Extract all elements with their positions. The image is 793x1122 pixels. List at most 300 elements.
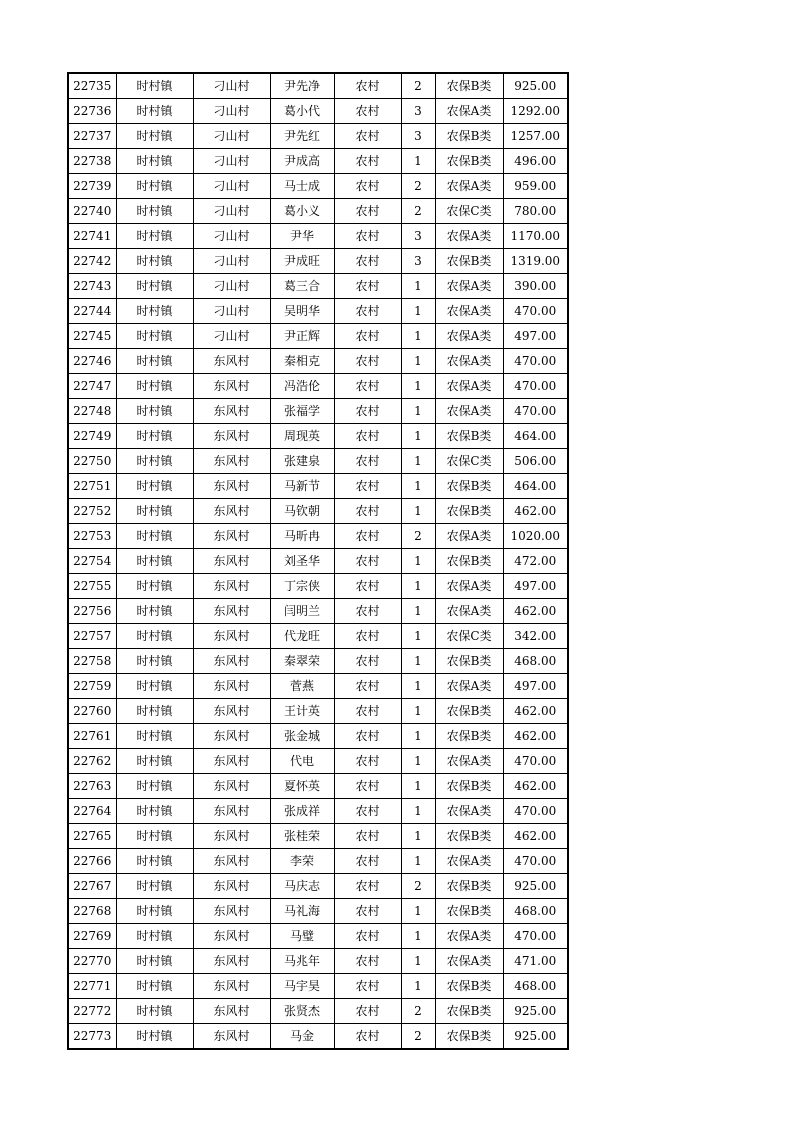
village-cell: 刁山村 — [193, 324, 270, 349]
amount-cell: 470.00 — [503, 849, 568, 874]
table-row — [68, 199, 568, 224]
household-type-cell: 农村 — [334, 499, 401, 524]
town-cell: 时村镇 — [116, 249, 193, 274]
member-count-cell: 3 — [401, 249, 435, 274]
serial-number-cell: 22757 — [68, 624, 116, 649]
name-cell: 张成祥 — [270, 799, 334, 824]
serial-number-cell: 22742 — [68, 249, 116, 274]
table-row — [68, 724, 568, 749]
town-cell: 时村镇 — [116, 324, 193, 349]
member-count-cell: 1 — [401, 924, 435, 949]
serial-number-cell: 22740 — [68, 199, 116, 224]
category-cell: 农保A类 — [435, 349, 503, 374]
amount-cell: 497.00 — [503, 574, 568, 599]
member-count-cell: 2 — [401, 174, 435, 199]
town-cell: 时村镇 — [116, 874, 193, 899]
table-row — [68, 949, 568, 974]
member-count-cell: 1 — [401, 824, 435, 849]
category-cell: 农保B类 — [435, 549, 503, 574]
town-cell: 时村镇 — [116, 624, 193, 649]
member-count-cell: 1 — [401, 674, 435, 699]
category-cell: 农保A类 — [435, 399, 503, 424]
member-count-cell: 1 — [401, 799, 435, 824]
member-count-cell: 2 — [401, 524, 435, 549]
village-cell: 东风村 — [193, 999, 270, 1024]
town-cell: 时村镇 — [116, 549, 193, 574]
village-cell: 刁山村 — [193, 299, 270, 324]
serial-number-cell: 22772 — [68, 999, 116, 1024]
member-count-cell: 1 — [401, 649, 435, 674]
member-count-cell: 1 — [401, 349, 435, 374]
name-cell: 王计英 — [270, 699, 334, 724]
village-cell: 东风村 — [193, 724, 270, 749]
serial-number-cell: 22760 — [68, 699, 116, 724]
category-cell: 农保A类 — [435, 799, 503, 824]
category-cell: 农保A类 — [435, 574, 503, 599]
table-row — [68, 624, 568, 649]
name-cell: 周现英 — [270, 424, 334, 449]
member-count-cell: 1 — [401, 424, 435, 449]
town-cell: 时村镇 — [116, 499, 193, 524]
serial-number-cell: 22745 — [68, 324, 116, 349]
town-cell: 时村镇 — [116, 574, 193, 599]
category-cell: 农保A类 — [435, 849, 503, 874]
name-cell: 葛小义 — [270, 199, 334, 224]
village-cell: 东风村 — [193, 399, 270, 424]
category-cell: 农保B类 — [435, 824, 503, 849]
table-row — [68, 874, 568, 899]
village-cell: 东风村 — [193, 699, 270, 724]
village-cell: 东风村 — [193, 499, 270, 524]
amount-cell: 470.00 — [503, 374, 568, 399]
household-type-cell: 农村 — [334, 999, 401, 1024]
serial-number-cell: 22739 — [68, 174, 116, 199]
name-cell: 张贤杰 — [270, 999, 334, 1024]
table-row — [68, 824, 568, 849]
name-cell: 冯浩伦 — [270, 374, 334, 399]
village-cell: 东风村 — [193, 674, 270, 699]
town-cell: 时村镇 — [116, 799, 193, 824]
serial-number-cell: 22741 — [68, 224, 116, 249]
household-type-cell: 农村 — [334, 599, 401, 624]
name-cell: 代龙旺 — [270, 624, 334, 649]
category-cell: 农保B类 — [435, 874, 503, 899]
household-type-cell: 农村 — [334, 449, 401, 474]
serial-number-cell: 22767 — [68, 874, 116, 899]
member-count-cell: 2 — [401, 874, 435, 899]
category-cell: 农保B类 — [435, 1024, 503, 1050]
amount-cell: 464.00 — [503, 474, 568, 499]
village-cell: 刁山村 — [193, 124, 270, 149]
amount-cell: 925.00 — [503, 874, 568, 899]
category-cell: 农保C类 — [435, 449, 503, 474]
amount-cell: 925.00 — [503, 999, 568, 1024]
serial-number-cell: 22735 — [68, 73, 116, 99]
town-cell: 时村镇 — [116, 224, 193, 249]
village-cell: 东风村 — [193, 474, 270, 499]
table-row — [68, 99, 568, 124]
household-type-cell: 农村 — [334, 874, 401, 899]
town-cell: 时村镇 — [116, 849, 193, 874]
amount-cell: 462.00 — [503, 724, 568, 749]
name-cell: 代电 — [270, 749, 334, 774]
household-type-cell: 农村 — [334, 124, 401, 149]
household-type-cell: 农村 — [334, 199, 401, 224]
name-cell: 尹成旺 — [270, 249, 334, 274]
table-row — [68, 924, 568, 949]
amount-cell: 506.00 — [503, 449, 568, 474]
serial-number-cell: 22756 — [68, 599, 116, 624]
name-cell: 马新节 — [270, 474, 334, 499]
name-cell: 马宇昊 — [270, 974, 334, 999]
amount-cell: 470.00 — [503, 299, 568, 324]
town-cell: 时村镇 — [116, 999, 193, 1024]
amount-cell: 462.00 — [503, 499, 568, 524]
village-cell: 东风村 — [193, 349, 270, 374]
household-type-cell: 农村 — [334, 249, 401, 274]
category-cell: 农保B类 — [435, 474, 503, 499]
village-cell: 刁山村 — [193, 274, 270, 299]
village-cell: 刁山村 — [193, 174, 270, 199]
name-cell: 尹先红 — [270, 124, 334, 149]
name-cell: 马钦朝 — [270, 499, 334, 524]
village-cell: 东风村 — [193, 624, 270, 649]
amount-cell: 470.00 — [503, 399, 568, 424]
amount-cell: 390.00 — [503, 274, 568, 299]
table-row — [68, 149, 568, 174]
town-cell: 时村镇 — [116, 974, 193, 999]
name-cell: 尹华 — [270, 224, 334, 249]
name-cell: 马璧 — [270, 924, 334, 949]
town-cell: 时村镇 — [116, 824, 193, 849]
town-cell: 时村镇 — [116, 924, 193, 949]
village-cell: 东风村 — [193, 899, 270, 924]
table-row — [68, 849, 568, 874]
serial-number-cell: 22770 — [68, 949, 116, 974]
table-row — [68, 324, 568, 349]
serial-number-cell: 22773 — [68, 1024, 116, 1050]
serial-number-cell: 22751 — [68, 474, 116, 499]
member-count-cell: 1 — [401, 574, 435, 599]
table-row — [68, 699, 568, 724]
category-cell: 农保B类 — [435, 249, 503, 274]
name-cell: 张金城 — [270, 724, 334, 749]
member-count-cell: 2 — [401, 73, 435, 99]
member-count-cell: 1 — [401, 474, 435, 499]
serial-number-cell: 22753 — [68, 524, 116, 549]
member-count-cell: 1 — [401, 599, 435, 624]
serial-number-cell: 22762 — [68, 749, 116, 774]
table-row — [68, 349, 568, 374]
data-table — [67, 72, 569, 1050]
household-type-cell: 农村 — [334, 649, 401, 674]
category-cell: 农保B类 — [435, 124, 503, 149]
member-count-cell: 1 — [401, 399, 435, 424]
table-row — [68, 599, 568, 624]
serial-number-cell: 22746 — [68, 349, 116, 374]
amount-cell: 468.00 — [503, 649, 568, 674]
table-row — [68, 174, 568, 199]
household-type-cell: 农村 — [334, 924, 401, 949]
table-row — [68, 899, 568, 924]
category-cell: 农保B类 — [435, 699, 503, 724]
member-count-cell: 1 — [401, 699, 435, 724]
table-row — [68, 499, 568, 524]
name-cell: 张建泉 — [270, 449, 334, 474]
table-row — [68, 374, 568, 399]
amount-cell: 470.00 — [503, 349, 568, 374]
village-cell: 东风村 — [193, 824, 270, 849]
member-count-cell: 1 — [401, 149, 435, 174]
table-row — [68, 774, 568, 799]
category-cell: 农保A类 — [435, 749, 503, 774]
household-type-cell: 农村 — [334, 849, 401, 874]
member-count-cell: 1 — [401, 549, 435, 574]
village-cell: 东风村 — [193, 1024, 270, 1050]
member-count-cell: 1 — [401, 899, 435, 924]
village-cell: 东风村 — [193, 774, 270, 799]
household-type-cell: 农村 — [334, 724, 401, 749]
town-cell: 时村镇 — [116, 174, 193, 199]
category-cell: 农保C类 — [435, 624, 503, 649]
town-cell: 时村镇 — [116, 149, 193, 174]
town-cell: 时村镇 — [116, 674, 193, 699]
town-cell: 时村镇 — [116, 99, 193, 124]
town-cell: 时村镇 — [116, 524, 193, 549]
village-cell: 东风村 — [193, 799, 270, 824]
member-count-cell: 2 — [401, 199, 435, 224]
household-type-cell: 农村 — [334, 624, 401, 649]
village-cell: 东风村 — [193, 449, 270, 474]
household-type-cell: 农村 — [334, 824, 401, 849]
village-cell: 东风村 — [193, 924, 270, 949]
household-type-cell: 农村 — [334, 399, 401, 424]
village-cell: 东风村 — [193, 424, 270, 449]
town-cell: 时村镇 — [116, 299, 193, 324]
town-cell: 时村镇 — [116, 124, 193, 149]
member-count-cell: 3 — [401, 224, 435, 249]
amount-cell: 468.00 — [503, 974, 568, 999]
amount-cell: 470.00 — [503, 799, 568, 824]
name-cell: 闫明兰 — [270, 599, 334, 624]
serial-number-cell: 22750 — [68, 449, 116, 474]
table-row — [68, 1024, 568, 1050]
household-type-cell: 农村 — [334, 299, 401, 324]
table-row — [68, 999, 568, 1024]
table-row — [68, 449, 568, 474]
amount-cell: 342.00 — [503, 624, 568, 649]
category-cell: 农保B类 — [435, 974, 503, 999]
category-cell: 农保A类 — [435, 949, 503, 974]
village-cell: 东风村 — [193, 874, 270, 899]
household-type-cell: 农村 — [334, 699, 401, 724]
amount-cell: 1292.00 — [503, 99, 568, 124]
category-cell: 农保A类 — [435, 524, 503, 549]
household-type-cell: 农村 — [334, 574, 401, 599]
household-type-cell: 农村 — [334, 374, 401, 399]
household-type-cell: 农村 — [334, 974, 401, 999]
serial-number-cell: 22759 — [68, 674, 116, 699]
name-cell: 马士成 — [270, 174, 334, 199]
serial-number-cell: 22737 — [68, 124, 116, 149]
serial-number-cell: 22765 — [68, 824, 116, 849]
village-cell: 东风村 — [193, 949, 270, 974]
amount-cell: 462.00 — [503, 824, 568, 849]
category-cell: 农保A类 — [435, 674, 503, 699]
serial-number-cell: 22766 — [68, 849, 116, 874]
name-cell: 葛小代 — [270, 99, 334, 124]
amount-cell: 470.00 — [503, 924, 568, 949]
category-cell: 农保B类 — [435, 149, 503, 174]
table-row — [68, 474, 568, 499]
village-cell: 刁山村 — [193, 199, 270, 224]
table-row — [68, 749, 568, 774]
household-type-cell: 农村 — [334, 749, 401, 774]
household-type-cell: 农村 — [334, 224, 401, 249]
serial-number-cell: 22743 — [68, 274, 116, 299]
name-cell: 刘圣华 — [270, 549, 334, 574]
name-cell: 菅燕 — [270, 674, 334, 699]
category-cell: 农保A类 — [435, 274, 503, 299]
table-row — [68, 249, 568, 274]
village-cell: 刁山村 — [193, 149, 270, 174]
town-cell: 时村镇 — [116, 374, 193, 399]
category-cell: 农保B类 — [435, 999, 503, 1024]
serial-number-cell: 22744 — [68, 299, 116, 324]
household-type-cell: 农村 — [334, 424, 401, 449]
amount-cell: 1020.00 — [503, 524, 568, 549]
category-cell: 农保B类 — [435, 899, 503, 924]
household-type-cell: 农村 — [334, 899, 401, 924]
category-cell: 农保B类 — [435, 649, 503, 674]
amount-cell: 497.00 — [503, 324, 568, 349]
amount-cell: 925.00 — [503, 1024, 568, 1050]
village-cell: 东风村 — [193, 524, 270, 549]
town-cell: 时村镇 — [116, 274, 193, 299]
household-type-cell: 农村 — [334, 99, 401, 124]
name-cell: 尹成高 — [270, 149, 334, 174]
amount-cell: 1170.00 — [503, 224, 568, 249]
town-cell: 时村镇 — [116, 399, 193, 424]
member-count-cell: 3 — [401, 99, 435, 124]
member-count-cell: 2 — [401, 999, 435, 1024]
name-cell: 马兆年 — [270, 949, 334, 974]
amount-cell: 780.00 — [503, 199, 568, 224]
town-cell: 时村镇 — [116, 449, 193, 474]
village-cell: 东风村 — [193, 974, 270, 999]
member-count-cell: 1 — [401, 374, 435, 399]
serial-number-cell: 22761 — [68, 724, 116, 749]
serial-number-cell: 22747 — [68, 374, 116, 399]
town-cell: 时村镇 — [116, 1024, 193, 1050]
table-row — [68, 73, 568, 99]
town-cell: 时村镇 — [116, 474, 193, 499]
name-cell: 马金 — [270, 1024, 334, 1050]
village-cell: 东风村 — [193, 849, 270, 874]
member-count-cell: 1 — [401, 849, 435, 874]
member-count-cell: 1 — [401, 724, 435, 749]
name-cell: 夏怀英 — [270, 774, 334, 799]
household-type-cell: 农村 — [334, 1024, 401, 1050]
serial-number-cell: 22738 — [68, 149, 116, 174]
town-cell: 时村镇 — [116, 424, 193, 449]
category-cell: 农保A类 — [435, 174, 503, 199]
member-count-cell: 1 — [401, 449, 435, 474]
member-count-cell: 1 — [401, 974, 435, 999]
name-cell: 尹正辉 — [270, 324, 334, 349]
town-cell: 时村镇 — [116, 649, 193, 674]
table-row — [68, 399, 568, 424]
name-cell: 秦相克 — [270, 349, 334, 374]
village-cell: 东风村 — [193, 374, 270, 399]
table-row — [68, 799, 568, 824]
town-cell: 时村镇 — [116, 724, 193, 749]
member-count-cell: 1 — [401, 299, 435, 324]
town-cell: 时村镇 — [116, 774, 193, 799]
village-cell: 刁山村 — [193, 73, 270, 99]
name-cell: 李荣 — [270, 849, 334, 874]
household-type-cell: 农村 — [334, 949, 401, 974]
serial-number-cell: 22754 — [68, 549, 116, 574]
table-row — [68, 549, 568, 574]
member-count-cell: 1 — [401, 324, 435, 349]
category-cell: 农保A类 — [435, 924, 503, 949]
village-cell: 东风村 — [193, 599, 270, 624]
table-row — [68, 574, 568, 599]
village-cell: 东风村 — [193, 649, 270, 674]
category-cell: 农保A类 — [435, 324, 503, 349]
category-cell: 农保B类 — [435, 424, 503, 449]
serial-number-cell: 22749 — [68, 424, 116, 449]
household-type-cell: 农村 — [334, 349, 401, 374]
household-type-cell: 农村 — [334, 674, 401, 699]
amount-cell: 1257.00 — [503, 124, 568, 149]
name-cell: 张福学 — [270, 399, 334, 424]
serial-number-cell: 22736 — [68, 99, 116, 124]
category-cell: 农保C类 — [435, 199, 503, 224]
amount-cell: 497.00 — [503, 674, 568, 699]
household-type-cell: 农村 — [334, 174, 401, 199]
village-cell: 东风村 — [193, 749, 270, 774]
category-cell: 农保A类 — [435, 99, 503, 124]
serial-number-cell: 22763 — [68, 774, 116, 799]
amount-cell: 468.00 — [503, 899, 568, 924]
amount-cell: 462.00 — [503, 774, 568, 799]
household-type-cell: 农村 — [334, 799, 401, 824]
name-cell: 葛三合 — [270, 274, 334, 299]
table-row — [68, 424, 568, 449]
village-cell: 东风村 — [193, 549, 270, 574]
name-cell: 吴明华 — [270, 299, 334, 324]
member-count-cell: 1 — [401, 774, 435, 799]
table-row — [68, 124, 568, 149]
member-count-cell: 1 — [401, 949, 435, 974]
town-cell: 时村镇 — [116, 749, 193, 774]
household-type-cell: 农村 — [334, 524, 401, 549]
serial-number-cell: 22771 — [68, 974, 116, 999]
household-type-cell: 农村 — [334, 549, 401, 574]
category-cell: 农保A类 — [435, 224, 503, 249]
town-cell: 时村镇 — [116, 699, 193, 724]
category-cell: 农保B类 — [435, 499, 503, 524]
town-cell: 时村镇 — [116, 73, 193, 99]
table-row — [68, 274, 568, 299]
amount-cell: 464.00 — [503, 424, 568, 449]
name-cell: 秦翠荣 — [270, 649, 334, 674]
town-cell: 时村镇 — [116, 949, 193, 974]
town-cell: 时村镇 — [116, 899, 193, 924]
name-cell: 张桂荣 — [270, 824, 334, 849]
